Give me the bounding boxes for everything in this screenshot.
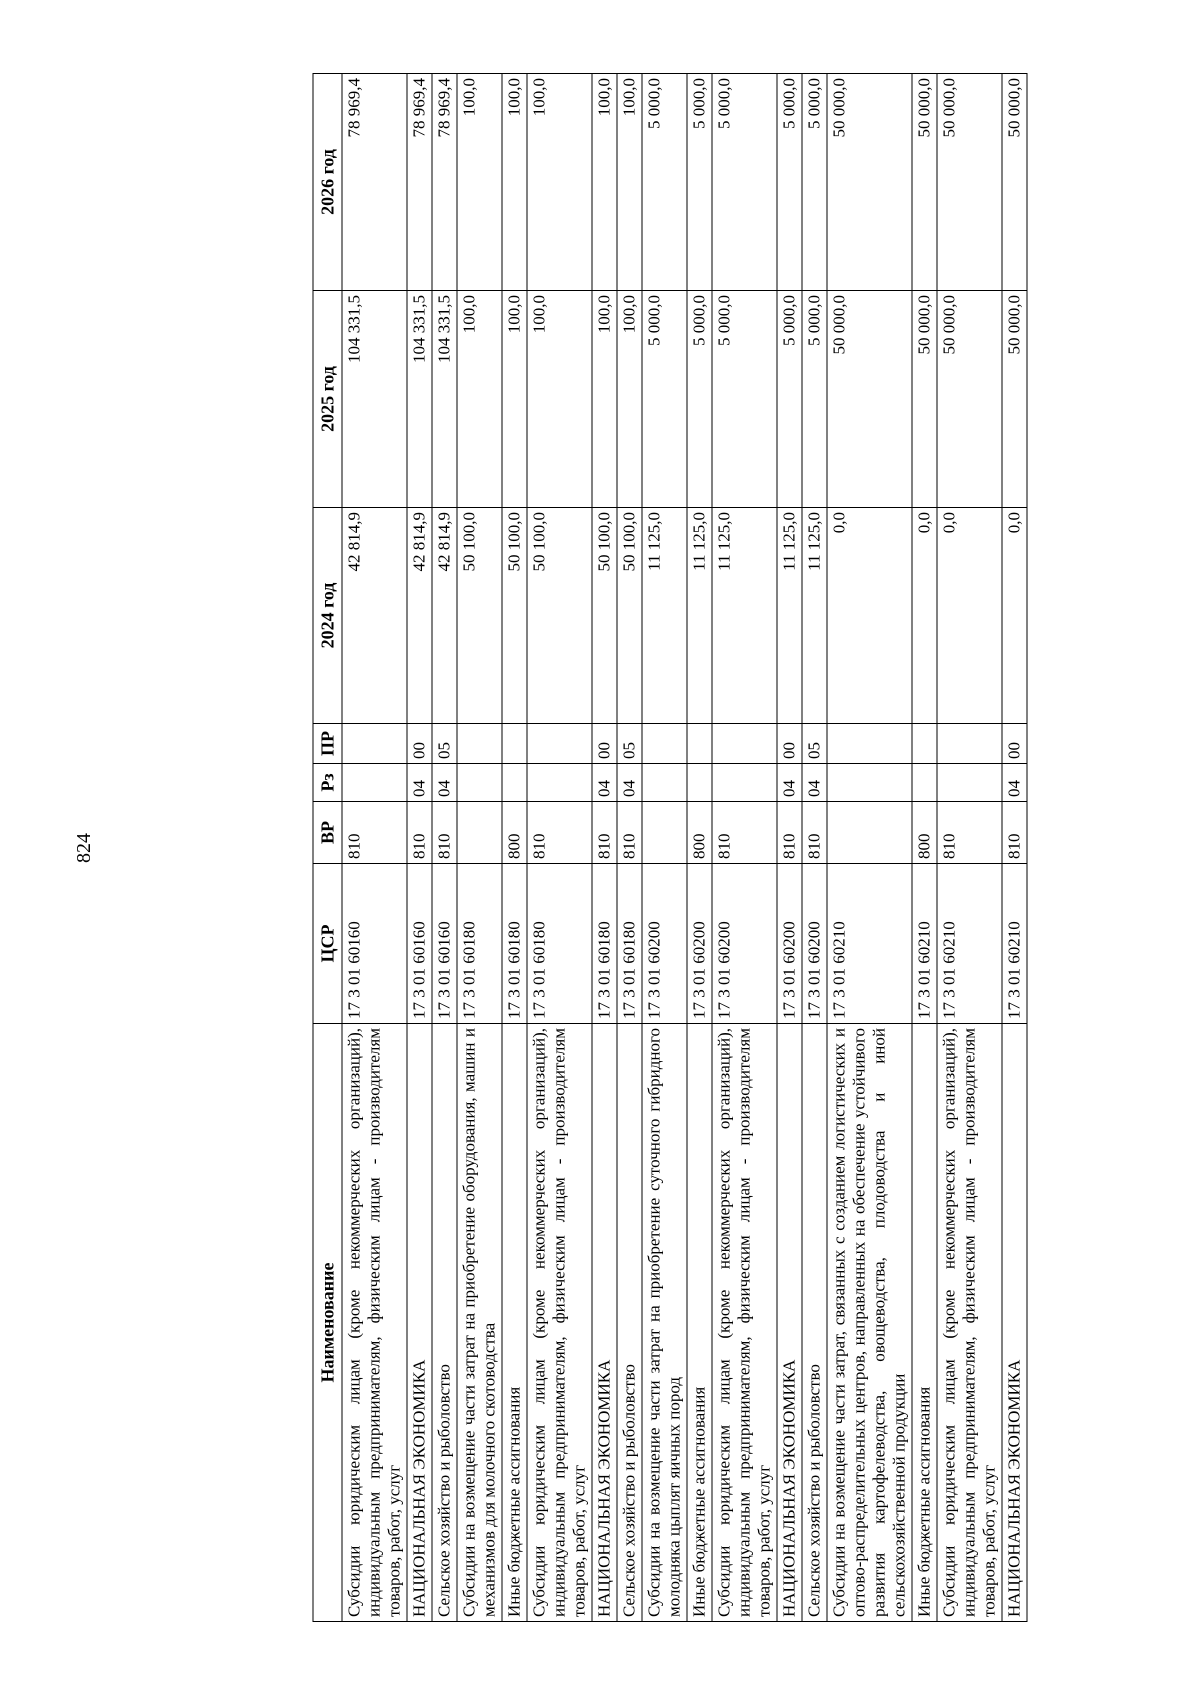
row-pr: 05 xyxy=(802,724,827,764)
row-name: Иные бюджетные ассигнования xyxy=(502,1024,527,1622)
row-vr: 810 xyxy=(777,802,802,864)
row-2026: 100,0 xyxy=(527,74,592,291)
row-name: Субсидии юридическим лицам (кроме некоммерческих организаций), индивидуальным предпринимателям, физическим лицам - производителям товаров, работ, услуг xyxy=(527,1024,592,1622)
row-2025: 104 331,5 xyxy=(407,291,432,508)
row-vr: 810 xyxy=(937,802,1002,864)
row-csr: 17 3 01 60160 xyxy=(342,864,407,1024)
row-vr: 810 xyxy=(802,802,827,864)
row-2026: 100,0 xyxy=(592,74,617,291)
row-pr: 05 xyxy=(432,724,457,764)
row-rz xyxy=(342,764,407,802)
row-2026: 5 000,0 xyxy=(777,74,802,291)
row-pr: 00 xyxy=(592,724,617,764)
table-row xyxy=(432,74,457,1622)
table-row xyxy=(1002,74,1027,1622)
row-2024: 11 125,0 xyxy=(642,508,687,724)
row-2025: 5 000,0 xyxy=(802,291,827,508)
row-vr: 810 xyxy=(592,802,617,864)
row-csr: 17 3 01 60210 xyxy=(827,864,912,1024)
row-csr: 17 3 01 60210 xyxy=(1002,864,1027,1024)
header-rz: Рз xyxy=(313,764,342,802)
row-name: Сельское хозяйство и рыболовство xyxy=(432,1024,457,1622)
row-2024: 50 100,0 xyxy=(457,508,502,724)
row-2024: 42 814,9 xyxy=(342,508,407,724)
row-pr: 00 xyxy=(1002,724,1027,764)
row-vr: 810 xyxy=(712,802,777,864)
row-name: Иные бюджетные ассигнования xyxy=(912,1024,937,1622)
header-name: Наименование xyxy=(313,1024,342,1622)
row-name: НАЦИОНАЛЬНАЯ ЭКОНОМИКА xyxy=(592,1024,617,1622)
row-name: Сельское хозяйство и рыболовство xyxy=(617,1024,642,1622)
row-2025: 5 000,0 xyxy=(642,291,687,508)
row-2026: 5 000,0 xyxy=(687,74,712,291)
row-2026: 78 969,4 xyxy=(407,74,432,291)
row-csr: 17 3 01 60200 xyxy=(642,864,687,1024)
table-row xyxy=(642,74,687,1622)
row-rz: 04 xyxy=(407,764,432,802)
row-2025: 104 331,5 xyxy=(432,291,457,508)
row-pr xyxy=(937,724,1002,764)
row-vr: 810 xyxy=(342,802,407,864)
table-row xyxy=(457,74,502,1622)
row-2026: 50 000,0 xyxy=(827,74,912,291)
row-2026: 50 000,0 xyxy=(912,74,937,291)
table-row xyxy=(342,74,407,1622)
table-row xyxy=(712,74,777,1622)
row-name: Субсидии юридическим лицам (кроме некоммерческих организаций), индивидуальным предпринимателям, физическим лицам - производителям товаров, работ, услуг xyxy=(712,1024,777,1622)
row-rz xyxy=(527,764,592,802)
row-2024: 50 100,0 xyxy=(527,508,592,724)
table-row xyxy=(592,74,617,1622)
row-rz xyxy=(642,764,687,802)
row-rz: 04 xyxy=(802,764,827,802)
row-csr: 17 3 01 60210 xyxy=(937,864,1002,1024)
row-csr: 17 3 01 60180 xyxy=(617,864,642,1024)
row-name: НАЦИОНАЛЬНАЯ ЭКОНОМИКА xyxy=(777,1024,802,1622)
row-rz: 04 xyxy=(1002,764,1027,802)
row-name: Субсидии юридическим лицам (кроме некоммерческих организаций), индивидуальным предпринимателям, физическим лицам - производителям товаров, работ, услуг xyxy=(937,1024,1002,1622)
header-pr: ПР xyxy=(313,724,342,764)
table-row xyxy=(802,74,827,1622)
row-2026: 100,0 xyxy=(457,74,502,291)
row-2024: 11 125,0 xyxy=(687,508,712,724)
row-csr: 17 3 01 60180 xyxy=(502,864,527,1024)
row-csr: 17 3 01 60200 xyxy=(777,864,802,1024)
row-csr: 17 3 01 60160 xyxy=(432,864,457,1024)
row-2026: 100,0 xyxy=(502,74,527,291)
table-row xyxy=(827,74,912,1622)
table-row xyxy=(912,74,937,1622)
row-pr xyxy=(342,724,407,764)
row-2025: 5 000,0 xyxy=(712,291,777,508)
row-name: НАЦИОНАЛЬНАЯ ЭКОНОМИКА xyxy=(1002,1024,1027,1622)
row-2025: 100,0 xyxy=(502,291,527,508)
row-pr xyxy=(712,724,777,764)
row-2026: 50 000,0 xyxy=(1002,74,1027,291)
row-vr: 810 xyxy=(527,802,592,864)
row-pr: 00 xyxy=(777,724,802,764)
row-vr xyxy=(827,802,912,864)
budget-table xyxy=(313,73,1028,1622)
row-2026: 78 969,4 xyxy=(432,74,457,291)
row-2025: 50 000,0 xyxy=(912,291,937,508)
row-csr: 17 3 01 60200 xyxy=(687,864,712,1024)
row-csr: 17 3 01 60180 xyxy=(527,864,592,1024)
row-2024: 42 814,9 xyxy=(432,508,457,724)
table-row xyxy=(502,74,527,1622)
row-rz: 04 xyxy=(592,764,617,802)
row-rz xyxy=(687,764,712,802)
row-name: НАЦИОНАЛЬНАЯ ЭКОНОМИКА xyxy=(407,1024,432,1622)
row-pr xyxy=(642,724,687,764)
row-pr xyxy=(912,724,937,764)
row-pr xyxy=(502,724,527,764)
row-rz xyxy=(502,764,527,802)
row-2025: 50 000,0 xyxy=(937,291,1002,508)
row-2025: 100,0 xyxy=(457,291,502,508)
row-rz xyxy=(827,764,912,802)
row-name: Субсидии на возмещение части затрат на приобретение суточного гибридного молодняка цыплят яичных пород xyxy=(642,1024,687,1622)
row-2024: 50 100,0 xyxy=(592,508,617,724)
row-2026: 5 000,0 xyxy=(802,74,827,291)
table-header-row xyxy=(313,74,342,1622)
row-2024: 50 100,0 xyxy=(502,508,527,724)
row-2024: 42 814,9 xyxy=(407,508,432,724)
row-name: Субсидии на возмещение части затрат, связанных с созданием логистических и оптово-распределительных центров, направленных на обеспечение устойчивого развития картофелеводства, овощеводства, плодоводства и иной сельскохозяйственной продукции xyxy=(827,1024,912,1622)
table-row xyxy=(527,74,592,1622)
row-vr: 800 xyxy=(502,802,527,864)
row-2026: 5 000,0 xyxy=(712,74,777,291)
row-2024: 0,0 xyxy=(912,508,937,724)
row-name: Сельское хозяйство и рыболовство xyxy=(802,1024,827,1622)
row-2025: 100,0 xyxy=(617,291,642,508)
table-row xyxy=(937,74,1002,1622)
row-pr xyxy=(827,724,912,764)
row-2026: 5 000,0 xyxy=(642,74,687,291)
row-name: Субсидии на возмещение части затрат на приобретение оборудования, машин и механизмов для молочного скотоводства xyxy=(457,1024,502,1622)
row-vr: 810 xyxy=(407,802,432,864)
row-2024: 0,0 xyxy=(827,508,912,724)
row-2025: 104 331,5 xyxy=(342,291,407,508)
row-csr: 17 3 01 60210 xyxy=(912,864,937,1024)
row-vr xyxy=(642,802,687,864)
row-name: Иные бюджетные ассигнования xyxy=(687,1024,712,1622)
header-2024: 2024 год xyxy=(313,508,342,724)
row-vr: 810 xyxy=(617,802,642,864)
row-2024: 11 125,0 xyxy=(712,508,777,724)
row-2024: 11 125,0 xyxy=(802,508,827,724)
row-csr: 17 3 01 60160 xyxy=(407,864,432,1024)
row-2024: 11 125,0 xyxy=(777,508,802,724)
budget-table-rotated xyxy=(313,74,1028,1622)
row-rz: 04 xyxy=(432,764,457,802)
row-name: Субсидии юридическим лицам (кроме некоммерческих организаций), индивидуальным предпринимателям, физическим лицам - производителям товаров, работ, услуг xyxy=(342,1024,407,1622)
row-vr: 800 xyxy=(687,802,712,864)
row-csr: 17 3 01 60180 xyxy=(592,864,617,1024)
header-csr: ЦСР xyxy=(313,864,342,1024)
row-2025: 5 000,0 xyxy=(687,291,712,508)
row-csr: 17 3 01 60200 xyxy=(712,864,777,1024)
row-2026: 78 969,4 xyxy=(342,74,407,291)
row-2025: 100,0 xyxy=(527,291,592,508)
row-2026: 100,0 xyxy=(617,74,642,291)
row-rz xyxy=(937,764,1002,802)
header-2026: 2026 год xyxy=(313,74,342,291)
row-2025: 5 000,0 xyxy=(777,291,802,508)
row-vr: 810 xyxy=(1002,802,1027,864)
row-vr xyxy=(457,802,502,864)
row-2026: 50 000,0 xyxy=(937,74,1002,291)
row-vr: 800 xyxy=(912,802,937,864)
row-pr xyxy=(457,724,502,764)
row-2025: 50 000,0 xyxy=(1002,291,1027,508)
row-rz xyxy=(712,764,777,802)
row-2024: 50 100,0 xyxy=(617,508,642,724)
page-number: 824 xyxy=(73,833,95,863)
row-pr: 00 xyxy=(407,724,432,764)
row-vr: 810 xyxy=(432,802,457,864)
row-csr: 17 3 01 60200 xyxy=(802,864,827,1024)
row-csr: 17 3 01 60180 xyxy=(457,864,502,1024)
row-rz: 04 xyxy=(777,764,802,802)
row-rz xyxy=(457,764,502,802)
header-2025: 2025 год xyxy=(313,291,342,508)
row-rz xyxy=(912,764,937,802)
row-pr xyxy=(527,724,592,764)
row-pr: 05 xyxy=(617,724,642,764)
row-pr xyxy=(687,724,712,764)
row-2025: 50 000,0 xyxy=(827,291,912,508)
table-row xyxy=(617,74,642,1622)
row-2025: 100,0 xyxy=(592,291,617,508)
row-rz: 04 xyxy=(617,764,642,802)
table-row xyxy=(687,74,712,1622)
table-row xyxy=(777,74,802,1622)
row-2024: 0,0 xyxy=(937,508,1002,724)
header-vr: ВР xyxy=(313,802,342,864)
table-row xyxy=(407,74,432,1622)
row-2024: 0,0 xyxy=(1002,508,1027,724)
